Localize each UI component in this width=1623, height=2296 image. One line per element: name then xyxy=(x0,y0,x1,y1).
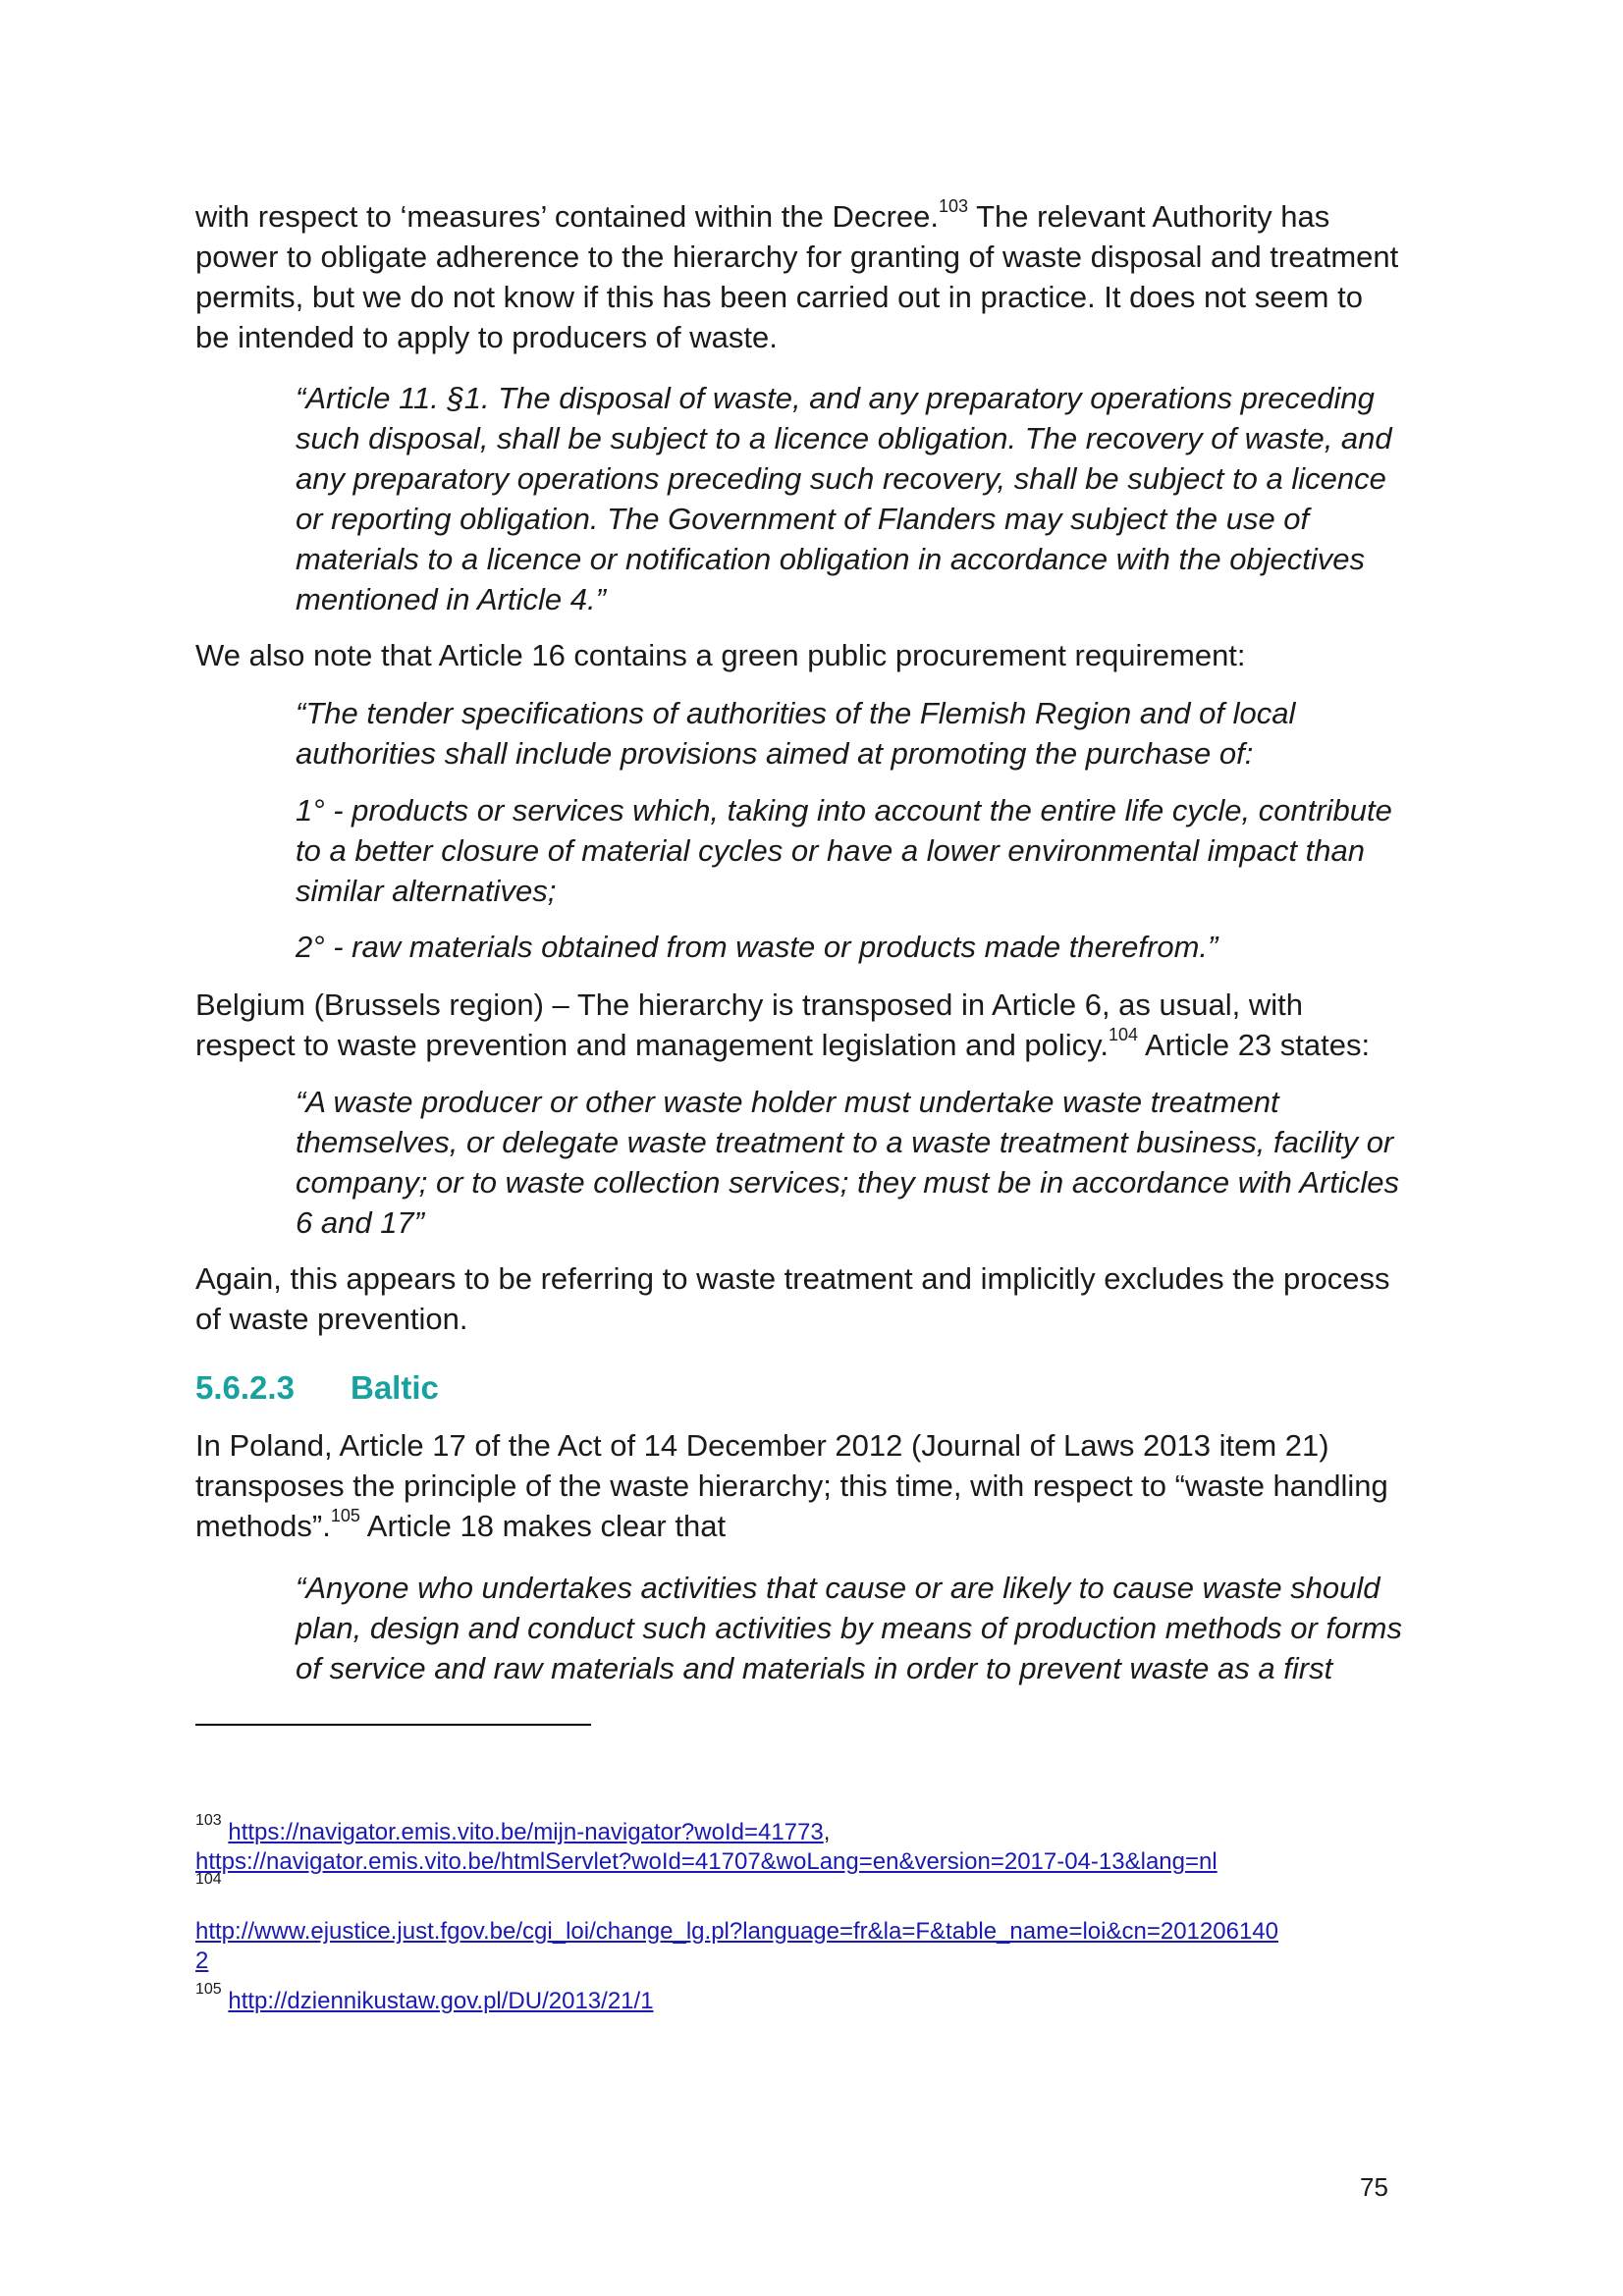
footnote-link[interactable]: https://navigator.emis.vito.be/mijn-navigator?woId=41773 xyxy=(228,1819,824,1845)
paragraph-intro xyxy=(195,196,1403,357)
footnote-number: 105 xyxy=(195,1981,222,1998)
footnote-link[interactable]: 2 xyxy=(195,1948,209,1974)
paragraph-article-16: We also note that Article 16 contains a green public procurement requirement: xyxy=(195,638,1246,672)
footnote-103 xyxy=(195,1812,1413,1877)
quote-item-1: 1° - products or services which, taking into account the entire life cycle, contribute to a better closure of material cycles or have a lower environmental impact than similar alternatives; xyxy=(296,793,1392,908)
footnote-105 xyxy=(195,1981,1413,2016)
paragraph-belgium-brussels xyxy=(195,985,1403,1065)
page-number: 75 xyxy=(1360,2172,1388,2202)
quote-article-23: “A waste producer or other waste holder must undertake waste treatment themselves, or delegate waste treatment to a waste treatment business, facility or company; or to waste collection services; they must be in accordance with Articles 6 and 17” xyxy=(296,1085,1399,1240)
footnote-ref-105[interactable]: 105 xyxy=(330,1505,360,1525)
section-number: 5.6.2.3 xyxy=(195,1369,295,1406)
quote-article-11: “Article 11. §1. The disposal of waste, and any preparatory operations preceding such disposal, shall be subject to a licence obligation. The recovery of waste, and any preparatory operations preceding such recovery, shall be subject to a licence or reporting obligation. The Government of Flanders may subject the use of materials to a licence or notification obligation in accordance with the objectives mentioned in Article 4.” xyxy=(296,381,1392,616)
section-heading xyxy=(195,1369,439,1407)
paragraph-text: Article 23 states: xyxy=(1138,1028,1371,1062)
paragraph-text: Belgium (Brussels region) – The hierarchy is transposed in Article 6, as usual, with respect to waste prevention and management legislation and policy. xyxy=(195,988,1304,1062)
footnote-link[interactable]: https://navigator.emis.vito.be/htmlServlet?woId=41707&woLang=en&version=2017-04-13&lang=nl xyxy=(195,1848,1217,1875)
quote-article-18: “Anyone who undertakes activities that cause or are likely to cause waste should plan, design and conduct such activities by means of production methods or forms of service and raw materials and materials in order to prevent waste as a first xyxy=(296,1571,1402,1685)
footnote-link[interactable]: http://www.ejustice.just.fgov.be/cgi_loi/change_lg.pl?language=fr&la=F&table_name=loi&cn=201206140 xyxy=(195,1918,1278,1945)
footnote-104-link xyxy=(195,1917,1413,1976)
paragraph-text: with respect to ‘measures’ contained within the Decree. xyxy=(195,199,940,234)
paragraph-poland xyxy=(195,1425,1403,1546)
paragraph-text: Article 18 makes clear that xyxy=(359,1509,727,1543)
section-title: Baltic xyxy=(351,1369,439,1406)
footnote-ref-103[interactable]: 103 xyxy=(939,195,969,216)
footnote-number: 104 xyxy=(195,1871,222,1888)
footnote-separator xyxy=(195,1724,591,1726)
paragraph-text: The relevant Authority has power to obligate adherence to the hierarchy for granting of waste disposal and treatment permits, but we do not know if this has been carried out in practice. It does not seem to be intended to apply to producers of waste. xyxy=(195,199,1399,354)
paragraph-text: In Poland, Article 17 of the Act of 14 December 2012 (Journal of Laws 2013 item 21) transposes the principle of the waste hierarchy; this time, with respect to “waste handling methods”. xyxy=(195,1428,1388,1543)
footnote-link[interactable]: http://dziennikustaw.gov.pl/DU/2013/21/1 xyxy=(228,1988,654,2014)
paragraph-again: Again, this appears to be referring to waste treatment and implicitly excludes the process of waste prevention. xyxy=(195,1261,1390,1336)
footnote-number: 103 xyxy=(195,1812,222,1829)
footnote-104 xyxy=(195,1871,1413,1906)
footnote-ref-104[interactable]: 104 xyxy=(1109,1024,1139,1044)
quote-item-2: 2° - raw materials obtained from waste or products made therefrom.” xyxy=(296,930,1218,964)
quote-tender-specifications: “The tender specifications of authorities of the Flemish Region and of local authorities shall include provisions aimed at promoting the purchase of: xyxy=(296,696,1296,771)
footnote-separator-comma: , xyxy=(823,1819,831,1845)
